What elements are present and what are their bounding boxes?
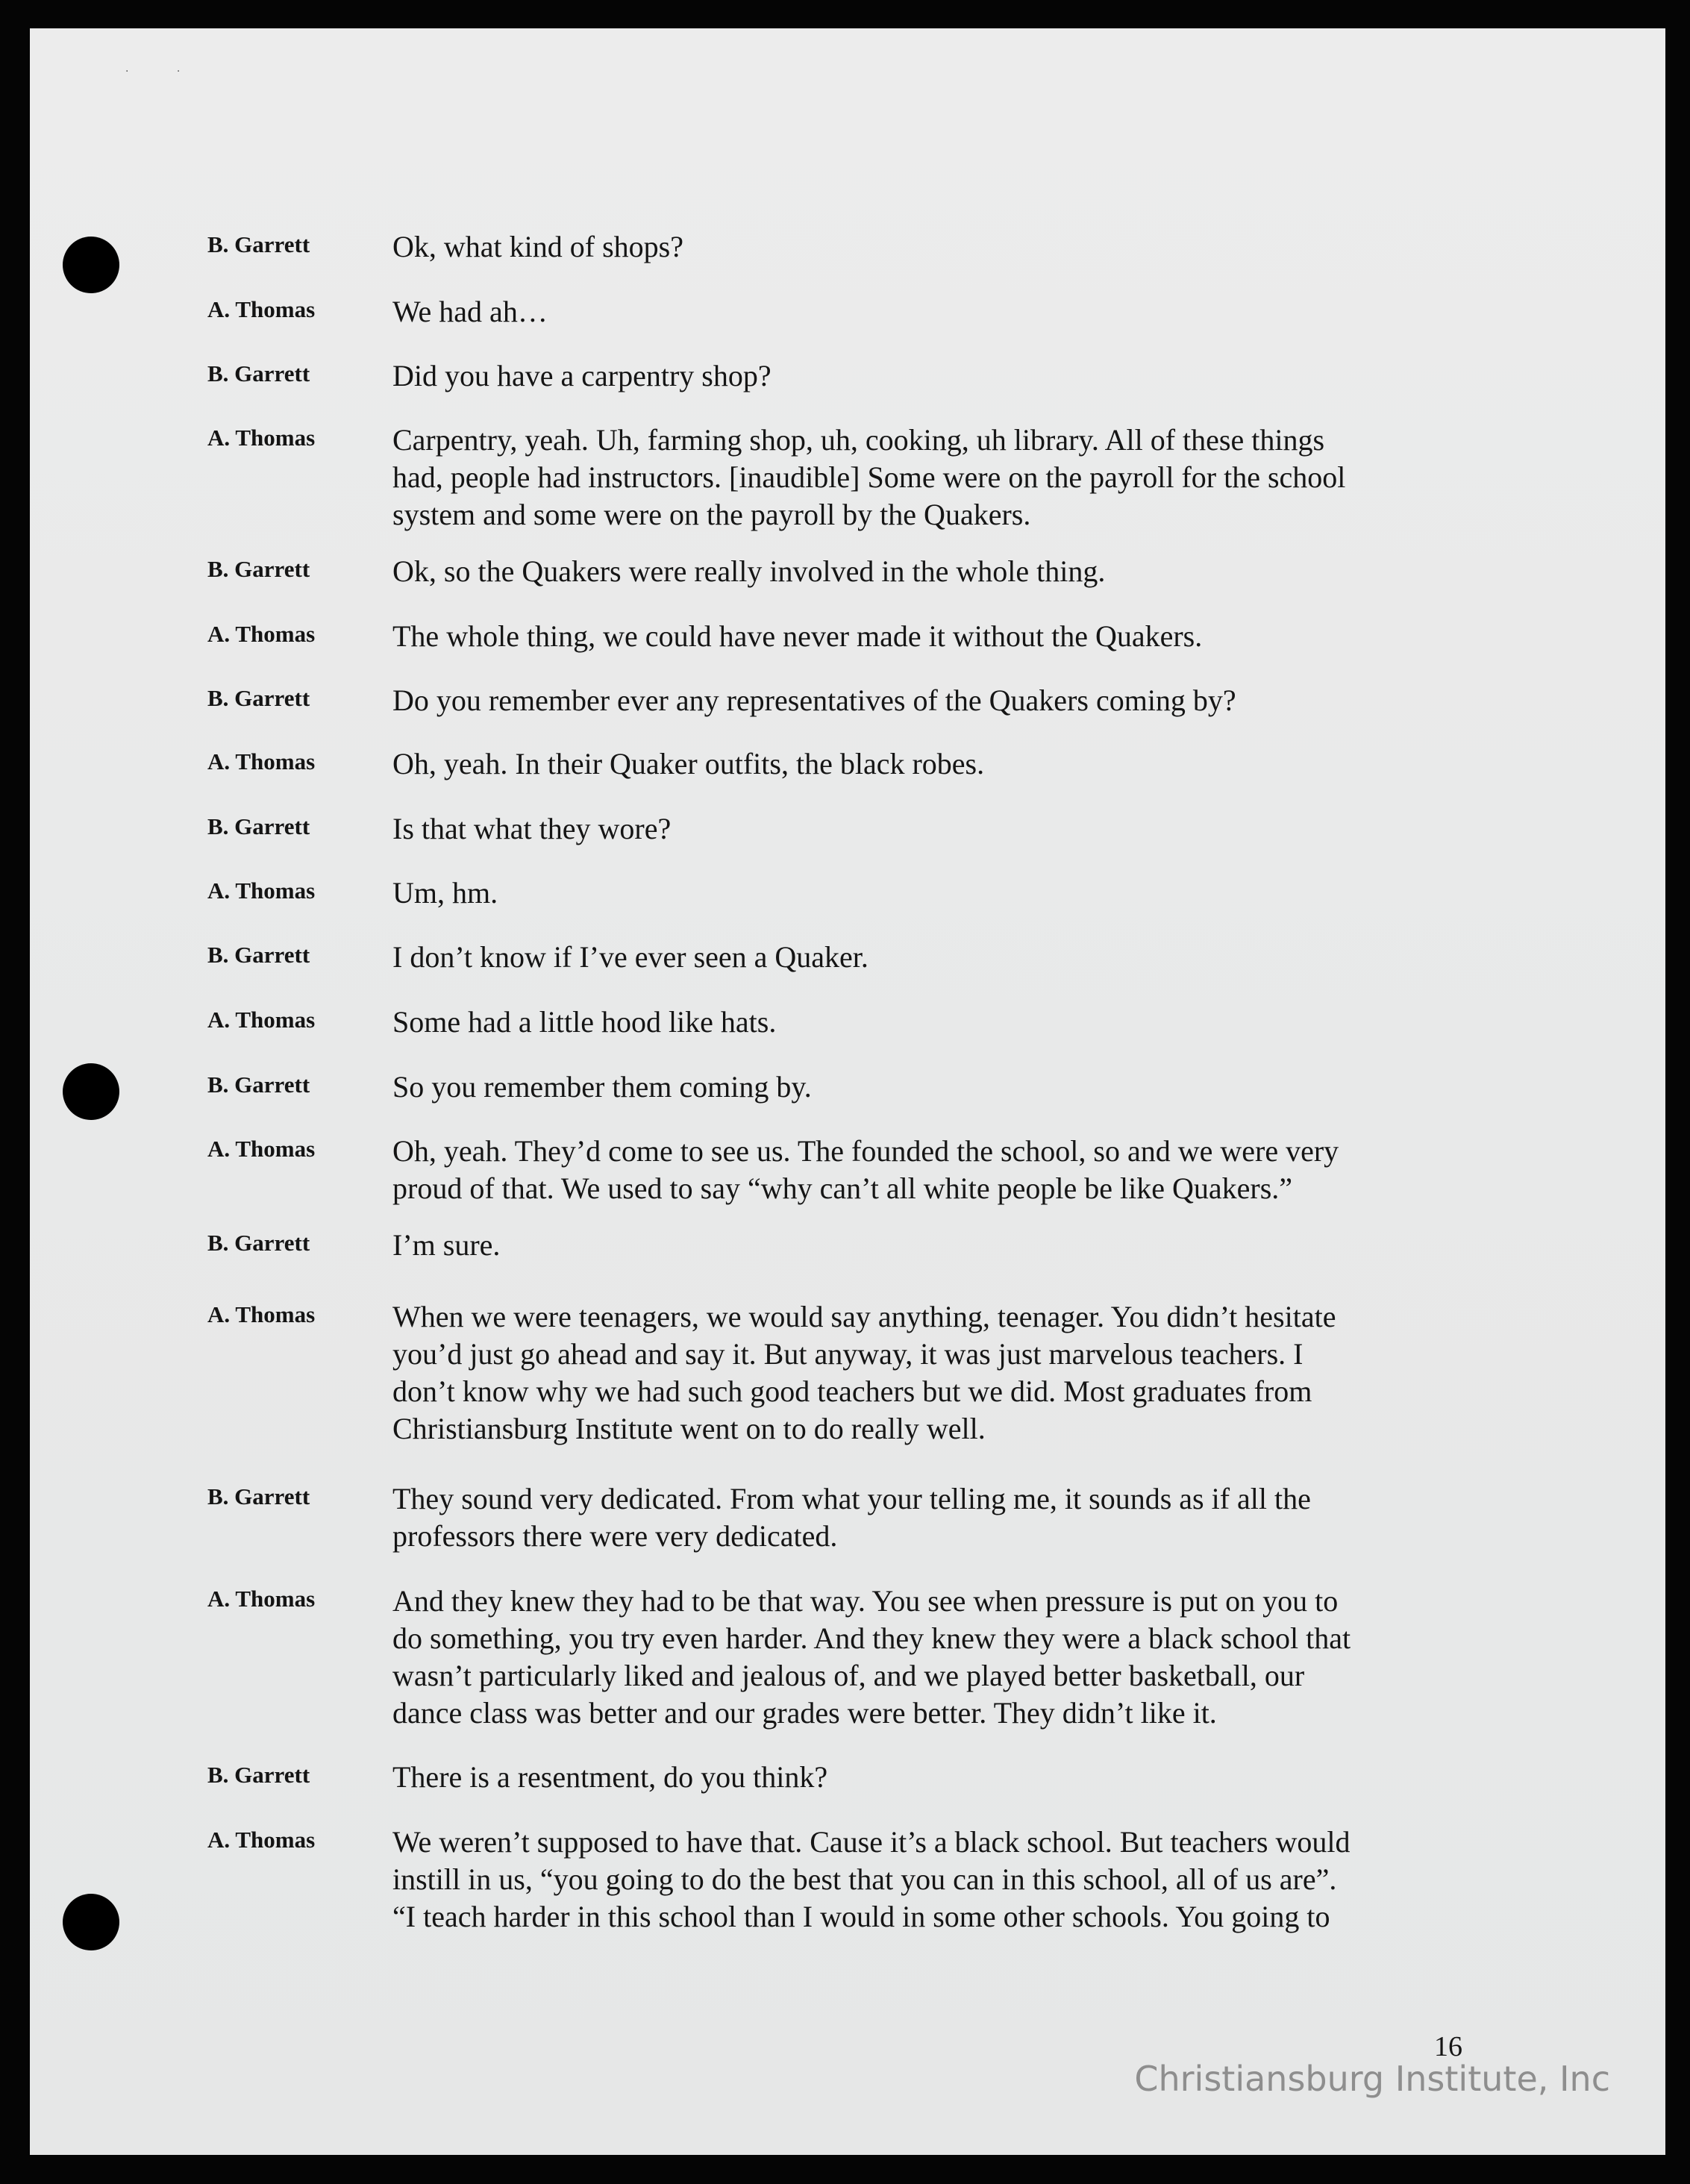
speech-text — [392, 422, 1504, 534]
speech-text — [392, 1004, 1504, 1041]
speech-text — [392, 810, 1504, 848]
speech-line: Carpentry, yeah. Uh, farming shop, uh, cooking, uh library. All of these things — [392, 423, 1325, 457]
paper-specks: · · — [125, 66, 203, 78]
speech-text — [392, 293, 1504, 331]
speech-line: And they knew they had to be that way. You see when pressure is put on you to — [392, 1584, 1339, 1618]
speech-line: system and some were on the payroll by the Quakers. — [392, 498, 1031, 531]
speech-line: Um, hm. — [392, 876, 498, 910]
speech-line: There is a resentment, do you think? — [392, 1760, 828, 1794]
speaker-name: B. Garrett — [207, 813, 310, 839]
speech-text — [392, 1583, 1504, 1732]
speaker-name: A. Thomas — [207, 1301, 316, 1327]
speech-line: Do you remember ever any representatives of the Quakers coming by? — [392, 683, 1236, 717]
interview-transcript — [30, 28, 1665, 2155]
speaker-name: A. Thomas — [207, 877, 316, 904]
speech-line: Is that what they wore? — [392, 812, 672, 845]
speech-text — [392, 228, 1504, 266]
speaker-name: A. Thomas — [207, 296, 316, 322]
speech-text — [392, 1298, 1504, 1448]
speech-line: I don’t know if I’ve ever seen a Quaker. — [392, 940, 869, 974]
speech-line: proud of that. We used to say “why can’t all white people be like Quakers.” — [392, 1171, 1293, 1205]
speaker-name: B. Garrett — [207, 685, 310, 711]
speaker-name: B. Garrett — [207, 942, 310, 968]
speech-text — [392, 1068, 1504, 1106]
speech-line: Christiansburg Institute went on to do really well. — [392, 1412, 986, 1445]
speech-line: When we were teenagers, we would say anything, teenager. You didn’t hesitate — [392, 1300, 1336, 1333]
speech-line: Ok, what kind of shops? — [392, 230, 683, 263]
speech-line: Ok, so the Quakers were really involved in the whole thing. — [392, 554, 1106, 588]
speaker-name: A. Thomas — [207, 621, 316, 647]
speech-line: So you remember them coming by. — [392, 1070, 812, 1104]
speaker-name: A. Thomas — [207, 1586, 316, 1612]
speech-text — [392, 1133, 1504, 1207]
speaker-name: B. Garrett — [207, 1762, 310, 1788]
speech-line: Oh, yeah. They’d come to see us. The founded the school, so and we were very — [392, 1134, 1339, 1168]
speaker-name: A. Thomas — [207, 1827, 316, 1853]
speech-text — [392, 682, 1504, 719]
speech-line: Did you have a carpentry shop? — [392, 359, 772, 392]
speech-line: wasn’t particularly liked and jealous of, and we played better basketball, our — [392, 1659, 1305, 1692]
speaker-name: A. Thomas — [207, 1136, 316, 1162]
speech-text — [392, 745, 1504, 783]
speaker-name: B. Garrett — [207, 556, 310, 582]
speech-line: dance class was better and our grades were better. They didn’t like it. — [392, 1696, 1217, 1730]
speech-text — [392, 1480, 1504, 1555]
speech-line: do something, you try even harder. And they knew they were a black school that — [392, 1621, 1351, 1655]
speech-line: We had ah… — [392, 295, 548, 328]
speech-text — [392, 618, 1504, 655]
page-number: 16 — [1434, 2031, 1462, 2062]
speech-line: Some had a little hood like hats. — [392, 1005, 777, 1039]
speaker-name: B. Garrett — [207, 1071, 310, 1098]
speech-line: They sound very dedicated. From what your telling me, it sounds as if all the — [392, 1482, 1311, 1515]
speech-line: professors there were very dedicated. — [392, 1519, 838, 1553]
speech-text — [392, 357, 1504, 395]
speech-text — [392, 1759, 1504, 1796]
speech-line: “I teach harder in this school than I would in some other schools. You going to — [392, 1900, 1330, 1933]
speech-text — [392, 1227, 1504, 1264]
speech-line: you’d just go ahead and say it. But anyway, it was just marvelous teachers. I — [392, 1337, 1304, 1371]
speaker-name: B. Garrett — [207, 360, 310, 387]
speech-text — [392, 939, 1504, 976]
speaker-name: B. Garrett — [207, 231, 310, 257]
speech-line: instill in us, “you going to do the best that you can in this school, all of us are”. — [392, 1862, 1337, 1896]
speech-line: We weren’t supposed to have that. Cause it’s a black school. But teachers would — [392, 1825, 1351, 1859]
watermark: Christiansburg Institute, Inc — [1134, 2059, 1610, 2099]
speech-text — [392, 553, 1504, 590]
speech-line: don’t know why we had such good teachers but we did. Most graduates from — [392, 1374, 1312, 1408]
speech-text — [392, 874, 1504, 912]
document-page — [30, 28, 1665, 2155]
speech-line: had, people had instructors. [inaudible] Some were on the payroll for the school — [392, 460, 1346, 494]
speaker-name: A. Thomas — [207, 1007, 316, 1033]
speaker-name: A. Thomas — [207, 425, 316, 451]
speech-line: I’m sure. — [392, 1228, 501, 1262]
speech-line: Oh, yeah. In their Quaker outfits, the black robes. — [392, 747, 985, 780]
speech-line: The whole thing, we could have never made it without the Quakers. — [392, 619, 1203, 653]
speaker-name: B. Garrett — [207, 1230, 310, 1256]
speaker-name: A. Thomas — [207, 748, 316, 775]
speech-text — [392, 1824, 1504, 1936]
speaker-name: B. Garrett — [207, 1483, 310, 1509]
